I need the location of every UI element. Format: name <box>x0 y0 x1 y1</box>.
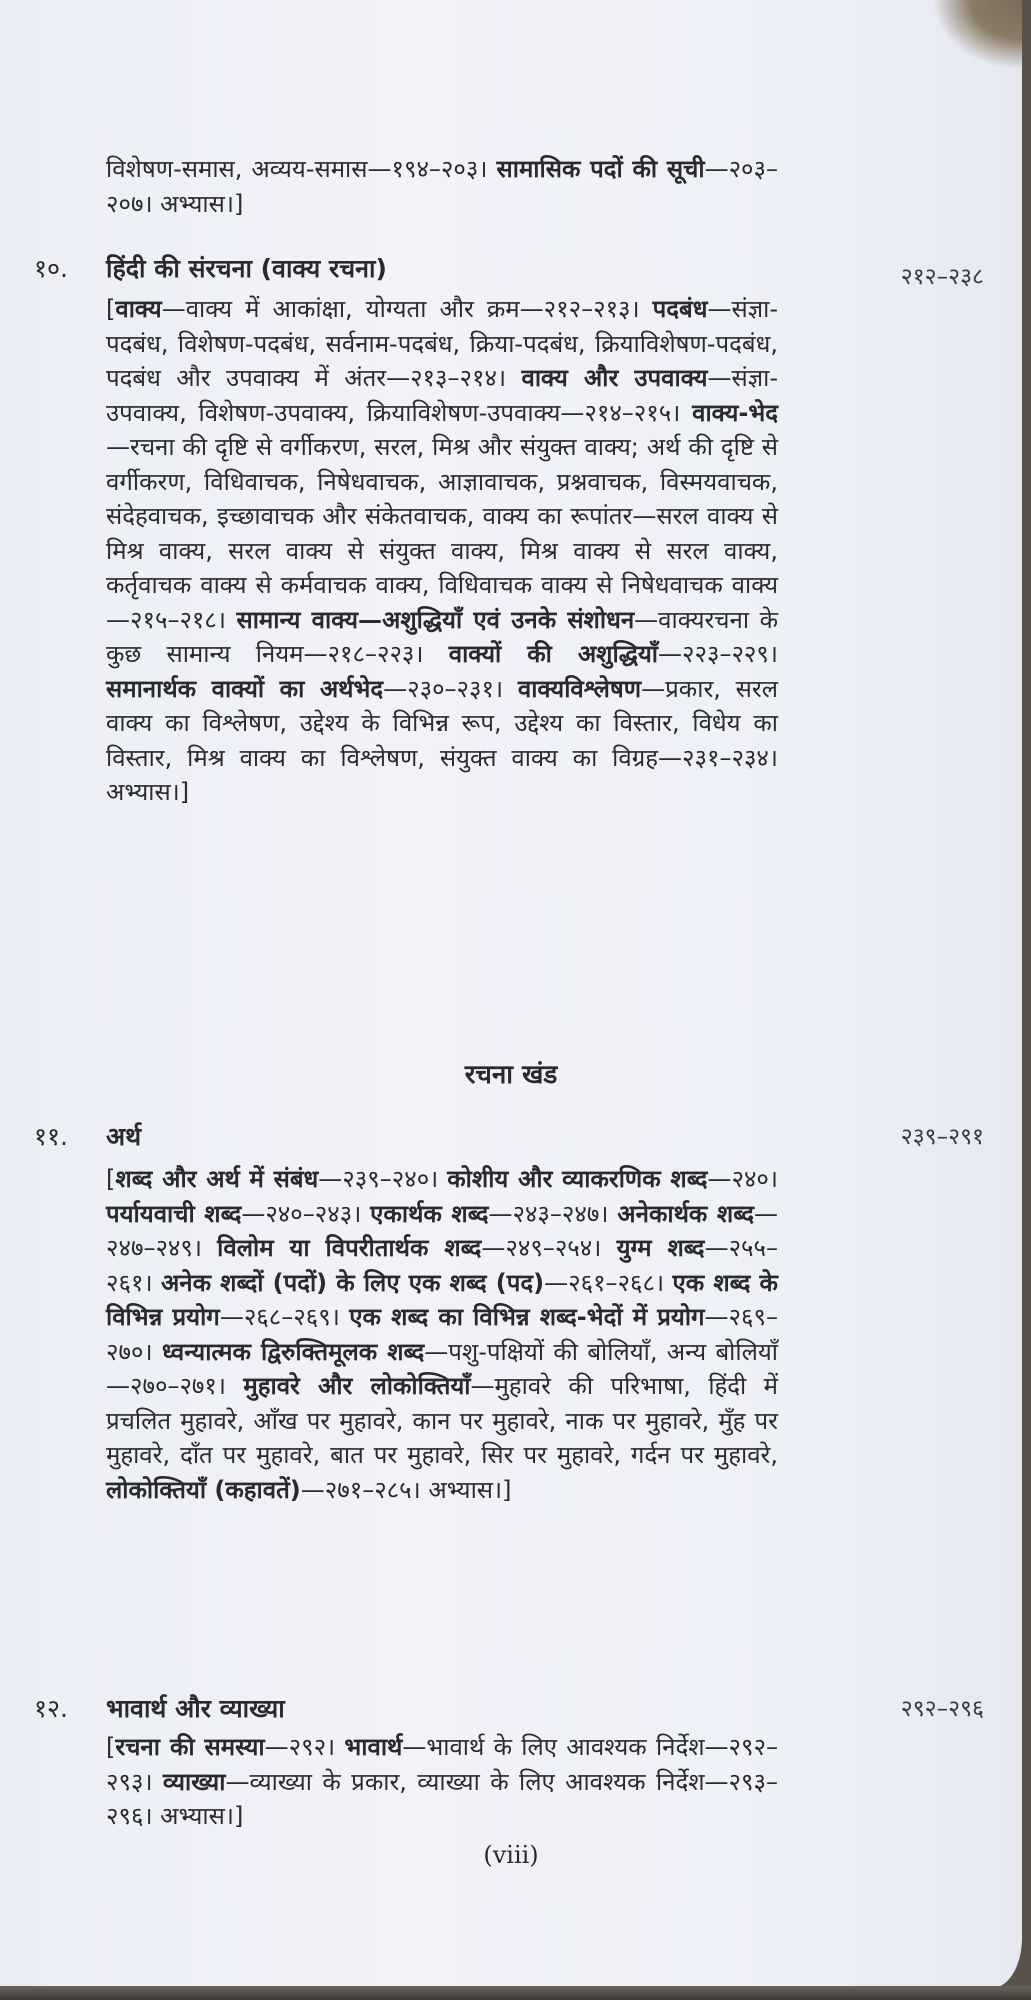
segment: [ <box>106 1165 116 1193</box>
entry-description <box>106 292 778 810</box>
segment-bold: समानार्थक वाक्यों का अर्थभेद <box>106 674 384 703</box>
segment-bold: लोकोक्तियाँ (कहावतें) <box>106 1475 301 1504</box>
segment: —२०३–२०७। अभ्यास।] <box>106 155 779 218</box>
segment-bold: अनेकार्थक शब्द <box>617 1199 754 1228</box>
segment: —मुहावरे की परिभाषा, हिंदी में प्रचलित मुहावरे, आँख पर मुहावरे, कान पर मुहावरे, नाक पर मुहावरे, मुँह पर मुहावरे, दाँत पर मुहावरे, बात पर मुहावरे, सिर पर मुहावरे, गर्दन पर मुहावरे, <box>106 1372 778 1469</box>
segment: —२४९–२५४। <box>481 1234 617 1262</box>
segment-bold: शब्द और अर्थ में संबंध <box>115 1165 319 1193</box>
entry-page-range: २९२–२९६ <box>900 1696 984 1722</box>
entry-number: ११. <box>34 1122 68 1151</box>
segment-bold: एक शब्द का विभिन्न शब्द-भेदों में प्रयोग <box>349 1303 705 1331</box>
segment-bold: वाक्यविश्लेषण <box>517 674 642 703</box>
page-folio: (viii) <box>483 1841 539 1869</box>
entry-description <box>106 1730 778 1834</box>
entry-title: हिंदी की संरचना (वाक्य रचना) <box>106 254 387 283</box>
segment: —भावार्थ के लिए आवश्यक निर्देश—२९२–२९३। <box>106 1733 778 1796</box>
segment-bold: सामान्य वाक्य—अशुद्धियाँ एवं उनके संशोधन <box>236 605 635 634</box>
segment-bold: एकार्थक शब्द <box>370 1199 489 1228</box>
section-heading: रचना खंड <box>464 1060 558 1090</box>
segment: —प्रकार, सरल वाक्य का विश्लेषण, उद्देश्य के विभिन्न रूप, उद्देश्य का विस्तार, विधेय का विस्तार, मिश्र वाक्य का विश्लेषण, संयुक्त वाक्य का विग्रह—२३१–२३४। अभ्यास।] <box>106 674 778 806</box>
segment: —२३०–२३१। <box>383 674 518 703</box>
segment-bold: मुहावरे और लोकोक्तियाँ <box>243 1372 471 1400</box>
segment-bold: कोशीय और व्याकरणिक शब्द <box>447 1165 708 1193</box>
segment: —२३९–२४०। <box>318 1165 448 1193</box>
segment: —व्याख्या के प्रकार, व्याख्या के लिए आवश्यक निर्देश—२९३–२९६। अभ्यास।] <box>106 1767 778 1830</box>
segment: —२६१–२६८। <box>544 1268 673 1297</box>
segment: [ <box>106 1733 116 1761</box>
segment: —२४०। <box>707 1165 779 1193</box>
segment-bold: पर्यायवाची शब्द <box>106 1199 242 1228</box>
entry-description <box>106 1162 778 1507</box>
segment: —वाक्य में आकांक्षा, योग्यता और क्रम—२१२–२१३। <box>161 295 653 323</box>
segment-bold: ध्वन्यात्मक द्विरुक्तिमूलक शब्द <box>161 1337 425 1366</box>
segment: —२४३–२४७। <box>488 1199 618 1228</box>
segment-bold: एक शब्द के विभिन्न प्रयोग <box>106 1268 778 1331</box>
segment-bold: व्याख्या <box>162 1767 226 1796</box>
segment: —२४७–२४९। <box>106 1199 778 1262</box>
segment: —२९२। <box>264 1733 345 1761</box>
segment-bold: वाक्य-भेद <box>692 398 778 427</box>
page-corner-shadow <box>932 0 1022 70</box>
segment-bold: वाक्य और उपवाक्य <box>521 364 708 392</box>
segment: —२६९–२७०। <box>106 1303 778 1366</box>
entry-title: भावार्थ और व्याख्या <box>106 1694 285 1723</box>
segment: —२५५–२६१। <box>106 1234 779 1297</box>
segment: —२६८–२६९। <box>219 1303 350 1331</box>
segment-bold: सामासिक पदों की सूची <box>496 155 705 183</box>
entry-title: अर्थ <box>106 1122 142 1151</box>
segment: विशेषण-समास, अव्यय-समास—१९४–२०३। <box>106 155 497 183</box>
segment-bold: भावार्थ <box>344 1733 403 1761</box>
entry-page-range: २१२–२३८ <box>900 264 984 290</box>
segment: —२४०–२४३। <box>241 1199 371 1228</box>
segment-bold: वाक्य <box>115 295 162 323</box>
entry-number: १२. <box>34 1694 68 1723</box>
segment-bold: पदबंध <box>652 295 708 323</box>
segment: —संज्ञा-उपवाक्य, विशेषण-उपवाक्य, क्रियाविशेषण-उपवाक्य—२१४–२१५। <box>106 364 778 427</box>
segment: —संज्ञा-पदबंध, विशेषण-पदबंध, सर्वनाम-पदबंध, क्रिया-पदबंध, क्रियाविशेषण-पदबंध, पदबंध और उपवाक्य में अंतर—२१३–२१४। <box>106 295 778 392</box>
page-bottom-edge <box>0 1986 1031 2000</box>
segment-bold: अनेक शब्दों (पदों) के लिए एक शब्द (पद) <box>160 1268 545 1297</box>
continuation-text <box>106 152 778 221</box>
segment: —पशु-पक्षियों की बोलियाँ, अन्य बोलियाँ—२७०–२७१। <box>106 1337 778 1400</box>
segment: [ <box>106 295 116 323</box>
segment-bold: विलोम या विपरीतार्थक शब्द <box>217 1234 482 1262</box>
segment: —२७१–२८५। अभ्यास।] <box>300 1475 512 1504</box>
segment: —रचना की दृष्टि से वर्गीकरण, सरल, मिश्र और संयुक्त वाक्य; अर्थ की दृष्टि से वर्गीकरण, विधिवाचक, निषेधवाचक, आज्ञावाचक, प्रश्नवाचक, विस्मयवाचक, संदेहवाचक, इच्छावाचक और संकेतवाचक, वाक्य का रूपांतर—सरल वाक्य से मिश्र वाक्य, सरल वाक्य से संयुक्त वाक्य, मिश्र वाक्य से सरल वाक्य, कर्तृवाचक वाक्य से कर्मवाचक वाक्य, विधिवाचक वाक्य से निषेधवाचक वाक्य—२१५–२१८। <box>106 433 778 634</box>
entry-page-range: २३९–२९१ <box>900 1124 984 1150</box>
segment-bold: वाक्यों की अशुद्धियाँ <box>448 640 659 668</box>
segment-bold: रचना की समस्या <box>115 1733 265 1761</box>
segment-bold: युग्म शब्द <box>616 1234 705 1262</box>
entry-number: १०. <box>34 254 68 283</box>
segment: —वाक्यरचना के कुछ सामान्य नियम—२१८–२२३। <box>106 605 778 668</box>
segment: —२२३–२२९। <box>658 640 778 668</box>
